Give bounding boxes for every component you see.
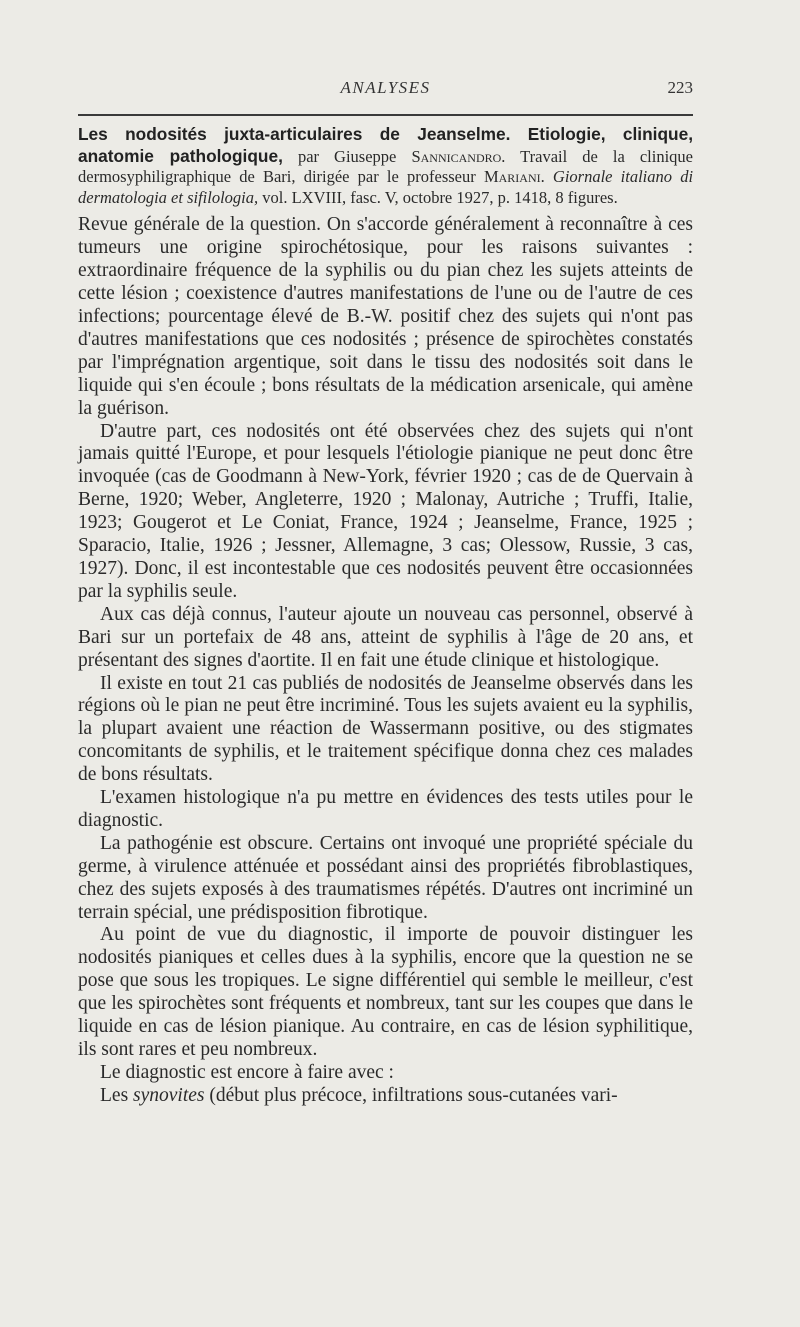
- bibliographic-reference: Les nodosités juxta-articulaires de Jeanselme. Etiologie, clinique, anatomie pathologique, par Giuseppe Sannicandro. Travail de la clinique dermosyphiligraphique de Bari, dirigée par le professeur Mariani. Giornale italiano di dermatologia et sifilologia, vol. LXVIII, fasc. V, octobre 1927, p. 1418, 8 figures.: [78, 124, 694, 207]
- page-header: [78, 76, 693, 104]
- reference-work: . Travail de la clinique dermosyphiligraphique de Bari, dirigée par le professeur: [78, 146, 694, 187]
- paragraph-9: [78, 1085, 693, 1108]
- reference-details: vol. LXVIII, fasc. V, octobre 1927, p. 1418, 8 figures.: [262, 187, 618, 207]
- page-number: 223: [667, 78, 693, 97]
- reference-title: Les nodosités juxta-articulaires de Jeanselme. Etiologie, clinique, anatomie pathologique,: [78, 124, 693, 166]
- paragraph-3: Aux cas déjà connus, l'auteur ajoute un nouveau cas personnel, observé à Bari sur un portefaix de 48 ans, atteint de syphilis à l'âge de 20 ans, et présentant des signes d'aortite. Il en fait une étude clinique et histologique.: [78, 603, 693, 671]
- paragraph-5: L'examen histologique n'a pu mettre en évidences des tests utiles pour le diagnostic.: [78, 787, 693, 831]
- paragraph-1: Revue générale de la question. On s'accorde généralement à reconnaître à ces tumeurs une origine spirochétosique, pour les raisons suivantes : extraordinaire fréquence de la syphilis ou du pian chez les sujets atteints de cette lésion ; coexistence d'autres manifestations de l'une ou de l'autre de ces infections; pourcentage élevé de B.-W. positif chez des sujets qui n'ont pas d'autres manifestations que ces nodosités ; présence de spirochètes constatés par l'imprégnation argentique, soit dans le tissu des nodosités soit dans le liquide qui s'en écoule ; bons résultats de la médication arsenicale, qui amène la guérison.: [78, 214, 693, 419]
- paragraph-4: Il existe en tout 21 cas publiés de nodosités de Jeanselme observés dans les régions où le pian ne peut être incriminé. Tous les sujets avaient eu la syphilis, la plupart avaient une réaction de Wassermann positive, ou des stigmates concomitants de syphilis, et le traitement spécifique donna chez ces malades de bons résultats.: [78, 672, 693, 786]
- paragraph-7: Au point de vue du diagnostic, il importe de pouvoir distinguer les nodosités pianiques et celles dues à la syphilis, encore que la question ne se pose que sous les tropiques. Le signe différentiel qui semble le meilleur, c'est que les spirochètes sont fréquents et nombreux, tant sur les coupes que dans le liquide en cas de lésion pianique. Au contraire, en cas de lésion syphilitique, ils sont rares et peu nombreux.: [78, 924, 693, 1060]
- reference-author: Sannicandro: [411, 146, 502, 166]
- running-title: ANALYSES: [340, 78, 431, 97]
- last-line-italic: synovites: [133, 1084, 205, 1106]
- last-line-rest: (début plus précoce, infiltrations sous-cutanées vari-: [209, 1084, 618, 1106]
- paragraph-6: La pathogénie est obscure. Certains ont invoqué une propriété spéciale du germe, à virulence atténuée et possédant ainsi des propriétés fibroblastiques, chez des sujets exposés à des traumatismes répétés. D'autres ont incriminé un terrain spécial, une prédisposition fibrotique.: [78, 832, 693, 923]
- paragraph-8: Le diagnostic est encore à faire avec :: [100, 1061, 394, 1083]
- header-rule: [78, 114, 693, 116]
- reference-journal: Giornale italiano di dermatologia et sifilologia,: [78, 167, 694, 207]
- last-line-prefix: Les: [100, 1084, 129, 1106]
- article-body: [78, 124, 693, 1108]
- paragraph-2: D'autre part, ces nodosités ont été observées chez des sujets qui n'ont jamais quitté l'Europe, et pour lesquels l'étiologie pianique ne peut donc être invoquée (cas de Goodmann à New-York, février 1920 ; cas de de Quervain à Berne, 1920; Weber, Angleterre, 1920 ; Malonay, Autriche ; Truffi, Italie, 1923; Gougerot et Le Coniat, France, 1924 ; Jeanselme, France, 1925 ; Sparacio, Italie, 1926 ; Jessner, Allemagne, 3 cas; Olessow, Russie, 3 cas, 1927). Donc, il est incontestable que ces nodosités peuvent être occasionnées par la syphilis seule.: [78, 420, 693, 602]
- reference-by: par Giuseppe: [297, 146, 397, 166]
- reference-director: Mariani: [483, 167, 541, 187]
